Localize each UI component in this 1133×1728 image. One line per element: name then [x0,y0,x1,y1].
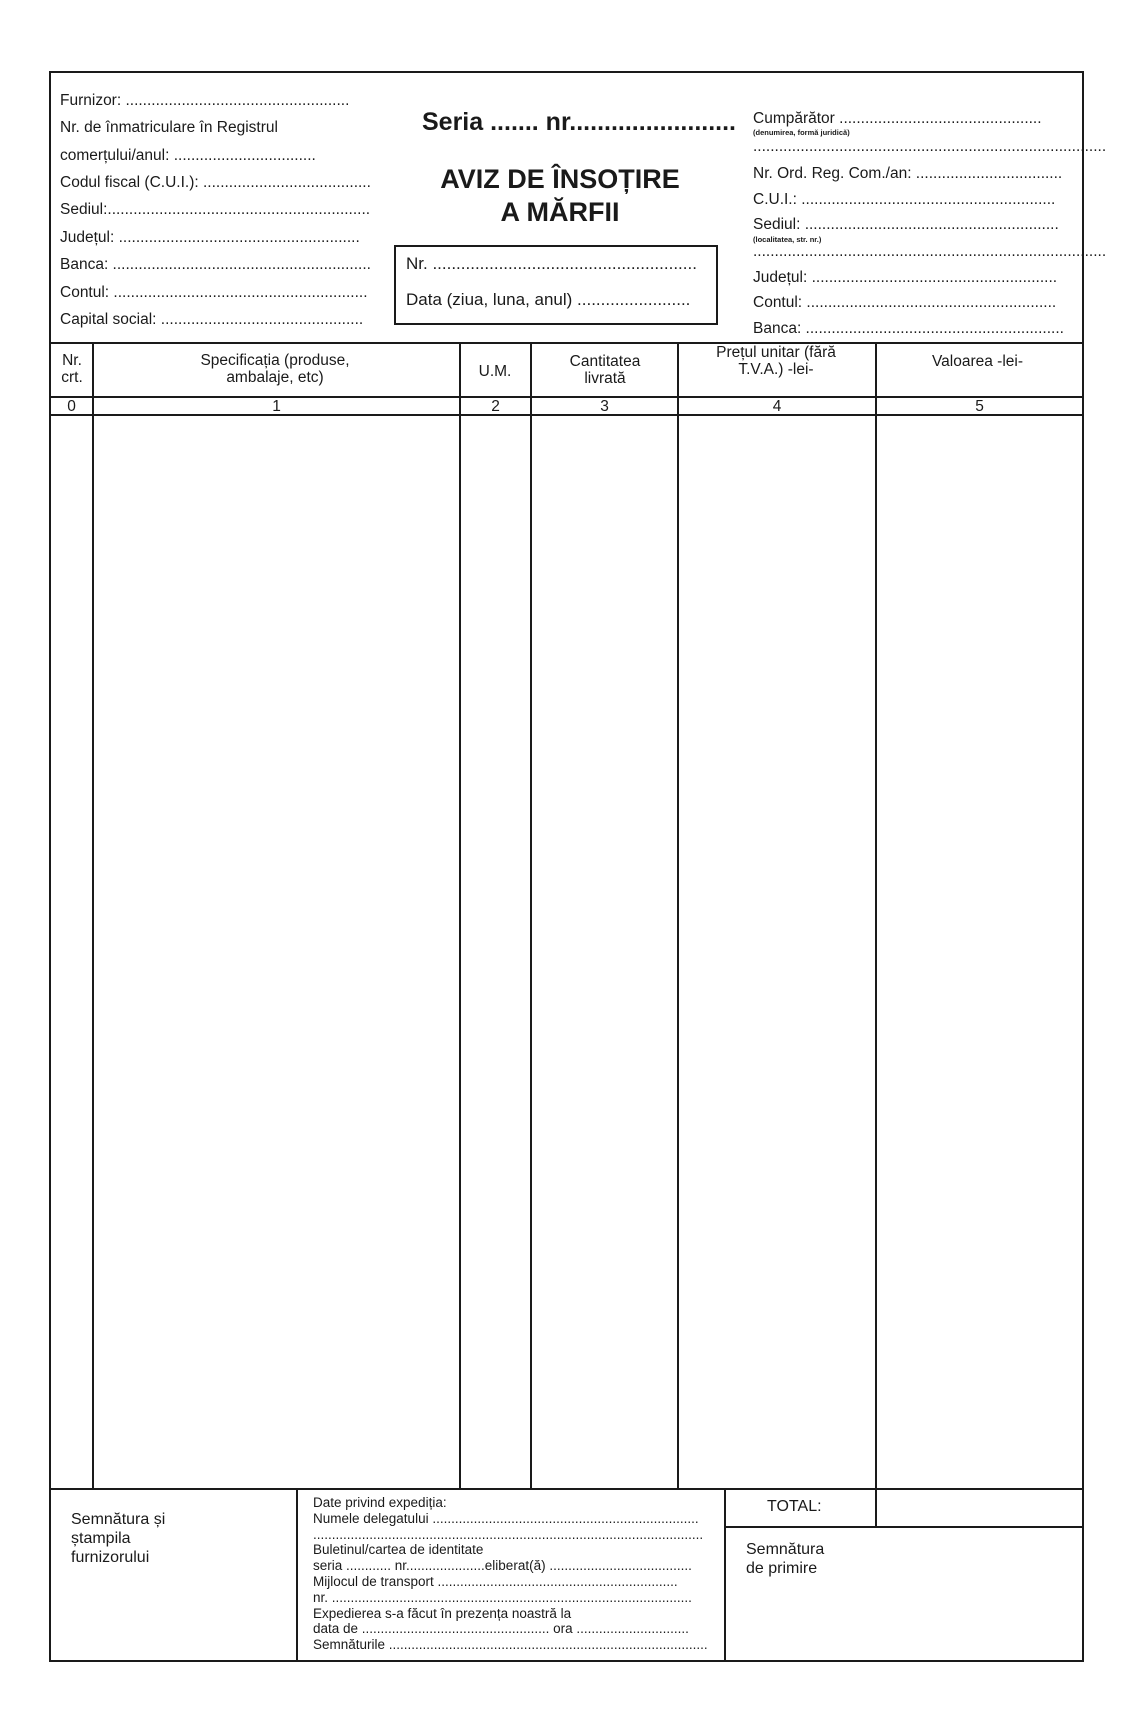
buyer-county-field: Județul: ......................................................... [753,269,1058,286]
column-header-valoarea: Valoarea -lei- [931,353,1024,370]
column-index-2: 2 [491,398,500,415]
buyer-address-field: Sediul: ........................................................... [753,216,1059,233]
receipt-signature-line-2: de primire [746,1560,818,1577]
document-title-line-2: A MĂRFII [500,197,620,227]
expedition-transport-nr-field: nr. ................................................................................................ [313,1589,692,1605]
expedition-date-time-field: data de .................................................. ora .............................. [313,1621,689,1637]
um-header-top [459,342,532,344]
expedition-id-label: Buletinul/cartea de identitate [313,1542,484,1558]
expedition-dots-line: ........................................................................................................ [313,1526,704,1542]
document-number-field: Nr. ........................................................ [406,254,697,273]
supplier-capital-field: Capital social: ............................................... [60,311,364,328]
supplier-signature-label [71,1510,165,1567]
column-index-3: 3 [600,398,609,415]
buyer-name-note: (denumirea, formă juridică) [753,128,850,137]
column-divider-3 [677,342,679,1488]
column-index-5: 5 [975,398,984,415]
supplier-registry-field: comerțului/anul: ................................. [60,147,316,164]
column-header-cantitatea: Cantitatea livrată [569,353,641,387]
column-header-pretul: Prețul unitar (fără T.V.A.) -lei- [716,344,836,378]
column-index-0: 0 [67,398,76,415]
footer-top-border [49,1488,1084,1490]
supplier-county-field: Județul: ........................................................ [60,229,360,246]
series-number-field: Seria ....... nr........................ [422,108,736,136]
expedition-delegate-field: Numele delegatului ....................................................................... [313,1510,699,1526]
supplier-account-field: Contul: ........................................................... [60,284,368,301]
supplier-signature-line-2: ștampila [71,1530,131,1547]
supplier-signature-line-1: Semnătura și [71,1511,166,1528]
expedition-details [313,1495,708,1653]
buyer-extra-line: .................................................................................. [753,138,1107,155]
supplier-registry-label: Nr. de înmatriculare în Registrul [60,119,278,136]
column-header-um: U.M. [478,363,512,380]
column-header-nr-crt: Nr. crt. [61,352,83,386]
buyer-bank-field: Banca: ............................................................ [753,320,1064,337]
buyer-fiscal-code-field: C.U.I.: ........................................................... [753,191,1056,208]
supplier-signature-line-3: furnizorului [71,1549,150,1566]
expedition-signatures-field: Semnăturile ..................................................................................... [313,1637,708,1653]
column-index-1: 1 [272,398,281,415]
column-divider-0 [92,342,94,1488]
document-date-field: Data (ziua, luna, anul) ........................ [406,290,691,309]
column-header-specificatia: Specificația (produse, ambalaje, etc) [200,352,350,386]
buyer-name-field: Cumpărător ............................................... [753,110,1042,127]
receipt-signature-line-1: Semnătura [746,1541,825,1558]
expedition-presence-label: Expedierea s-a făcut în prezența noastră la [313,1605,572,1621]
buyer-address-extra-line: .................................................................................. [753,243,1107,260]
footer-divider-right [724,1488,726,1662]
total-row-divider [724,1526,1084,1528]
total-label: TOTAL: [767,1498,822,1515]
buyer-registry-field: Nr. Ord. Reg. Com./an: .................................. [753,165,1063,182]
supplier-address-field: Sediul:............................................................. [60,201,371,218]
expedition-title: Date privind expediția: [313,1495,447,1510]
supplier-bank-field: Banca: ............................................................ [60,256,371,273]
column-divider-4 [875,342,877,1488]
table-top-border [49,342,1084,344]
buyer-address-note: (localitatea, str. nr.) [753,235,822,244]
document-title-line-1: AVIZ DE ÎNSOȚIRE [440,164,680,194]
column-divider-2 [530,342,532,1488]
receipt-signature-label [746,1540,824,1578]
column-divider-1 [459,342,461,1488]
supplier-name-field: Furnizor: .................................................... [60,92,350,109]
document-title [390,163,730,229]
total-value-divider [875,1488,877,1526]
expedition-transport-field: Mijlocul de transport ................................................................ [313,1573,678,1589]
supplier-fiscal-code-field: Codul fiscal (C.U.I.): ....................................... [60,174,371,191]
footer-divider-left [296,1488,298,1662]
expedition-id-series-field: seria ............ nr.....................eliberat(ă) ...................................... [313,1558,692,1574]
column-index-4: 4 [772,398,782,415]
buyer-account-field: Contul: .......................................................... [753,294,1057,311]
